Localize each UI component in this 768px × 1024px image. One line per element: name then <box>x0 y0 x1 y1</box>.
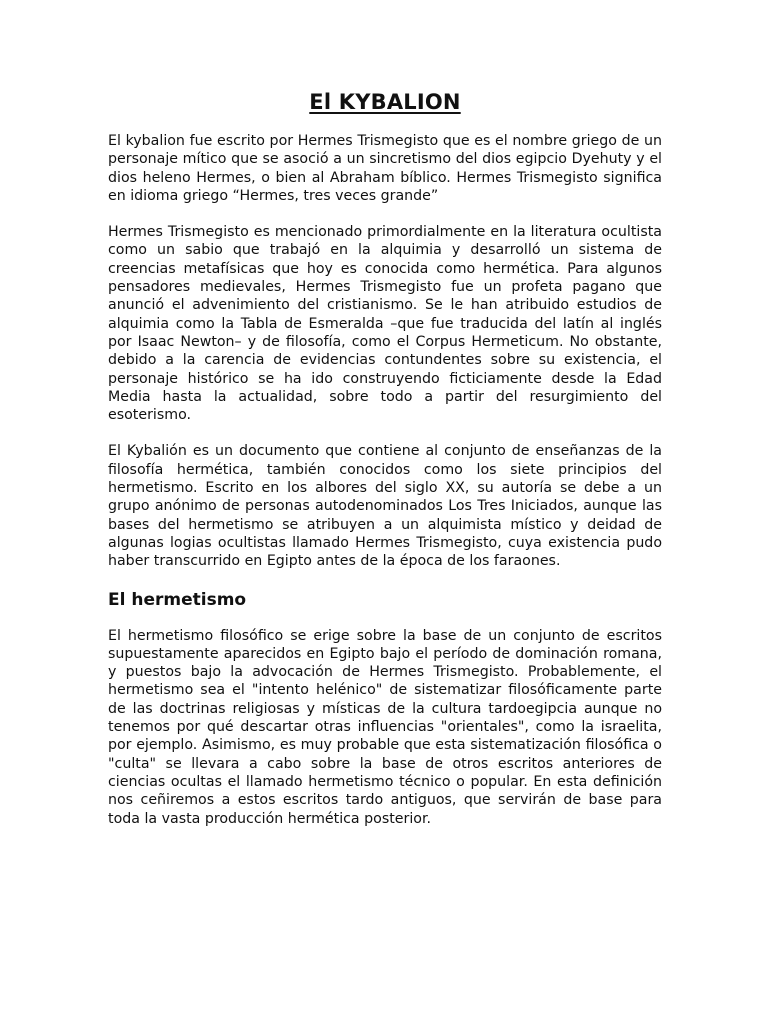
paragraph-kybalion: El Kybalión es un documento que contiene al conjunto de enseñanzas de la filosofía hermética, también conocidos como los siete principios del hermetismo. Escrito en los albores del siglo XX, su autoría se debe a un grupo anónimo de personas autodenominados Los Tres Iniciados, aunque las bases del hermetismo se atribuyen a un alquimista místico y deidad de algunas logias ocultistas llamado Hermes Trismegisto, cuya existencia pudo haber transcurrido en Egipto antes de la época de los faraones. <box>108 443 662 570</box>
document-title: El KYBALION <box>309 90 461 114</box>
paragraph-intro: El kybalion fue escrito por Hermes Trismegisto que es el nombre griego de un personaje mítico que se asoció a un sincretismo del dios egipcio Dyehuty y el dios heleno Hermes, o bien al Abraham bíblico. Hermes Trismegisto significa en idioma griego “Hermes, tres veces grande” <box>108 133 662 204</box>
document-page <box>108 88 662 828</box>
paragraph-hermetismo: El hermetismo filosófico se erige sobre la base de un conjunto de escritos supuestamente aparecidos en Egipto bajo el período de dominación romana, y puestos bajo la advocación de Hermes Trismegisto. Probablemente, el hermetismo sea el "intento helénico" de sistematizar filosóficamente parte de las doctrinas religiosas y místicas de la cultura tardoegipcia aunque no tenemos por qué descartar otras influencias "orientales", como la israelita, por ejemplo. Asimismo, es muy probable que esta sistematización filosófica o "culta" se llevara a cabo sobre la base de otros escritos anteriores de ciencias ocultas el llamado hermetismo técnico o popular. En esta definición nos ceñiremos a estos escritos tardo antiguos, que servirán de base para toda la vasta producción hermética posterior. <box>108 627 662 827</box>
paragraph-hermes: Hermes Trismegisto es mencionado primordialmente en la literatura ocultista como un sabio que trabajó en la alquimia y desarrolló un sistema de creencias metafísicas que hoy es conocida como hermética. Para algunos pensadores medievales, Hermes Trismegisto fue un profeta pagano que anunció el advenimiento del cristianismo. Se le han atribuido estudios de alquimia como la Tabla de Esmeralda –que fue traducida del latín al inglés por Isaac Newton– y de filosofía, como el Corpus Hermeticum. No obstante, debido a la carencia de evidencias contundentes sobre su existencia, el personaje histórico se ha ido construyendo ficticiamente desde la Edad Media hasta la actualidad, sobre todo a partir del resurgimiento del esoterismo. <box>108 224 662 424</box>
section-heading-hermetismo: El hermetismo <box>108 589 247 610</box>
